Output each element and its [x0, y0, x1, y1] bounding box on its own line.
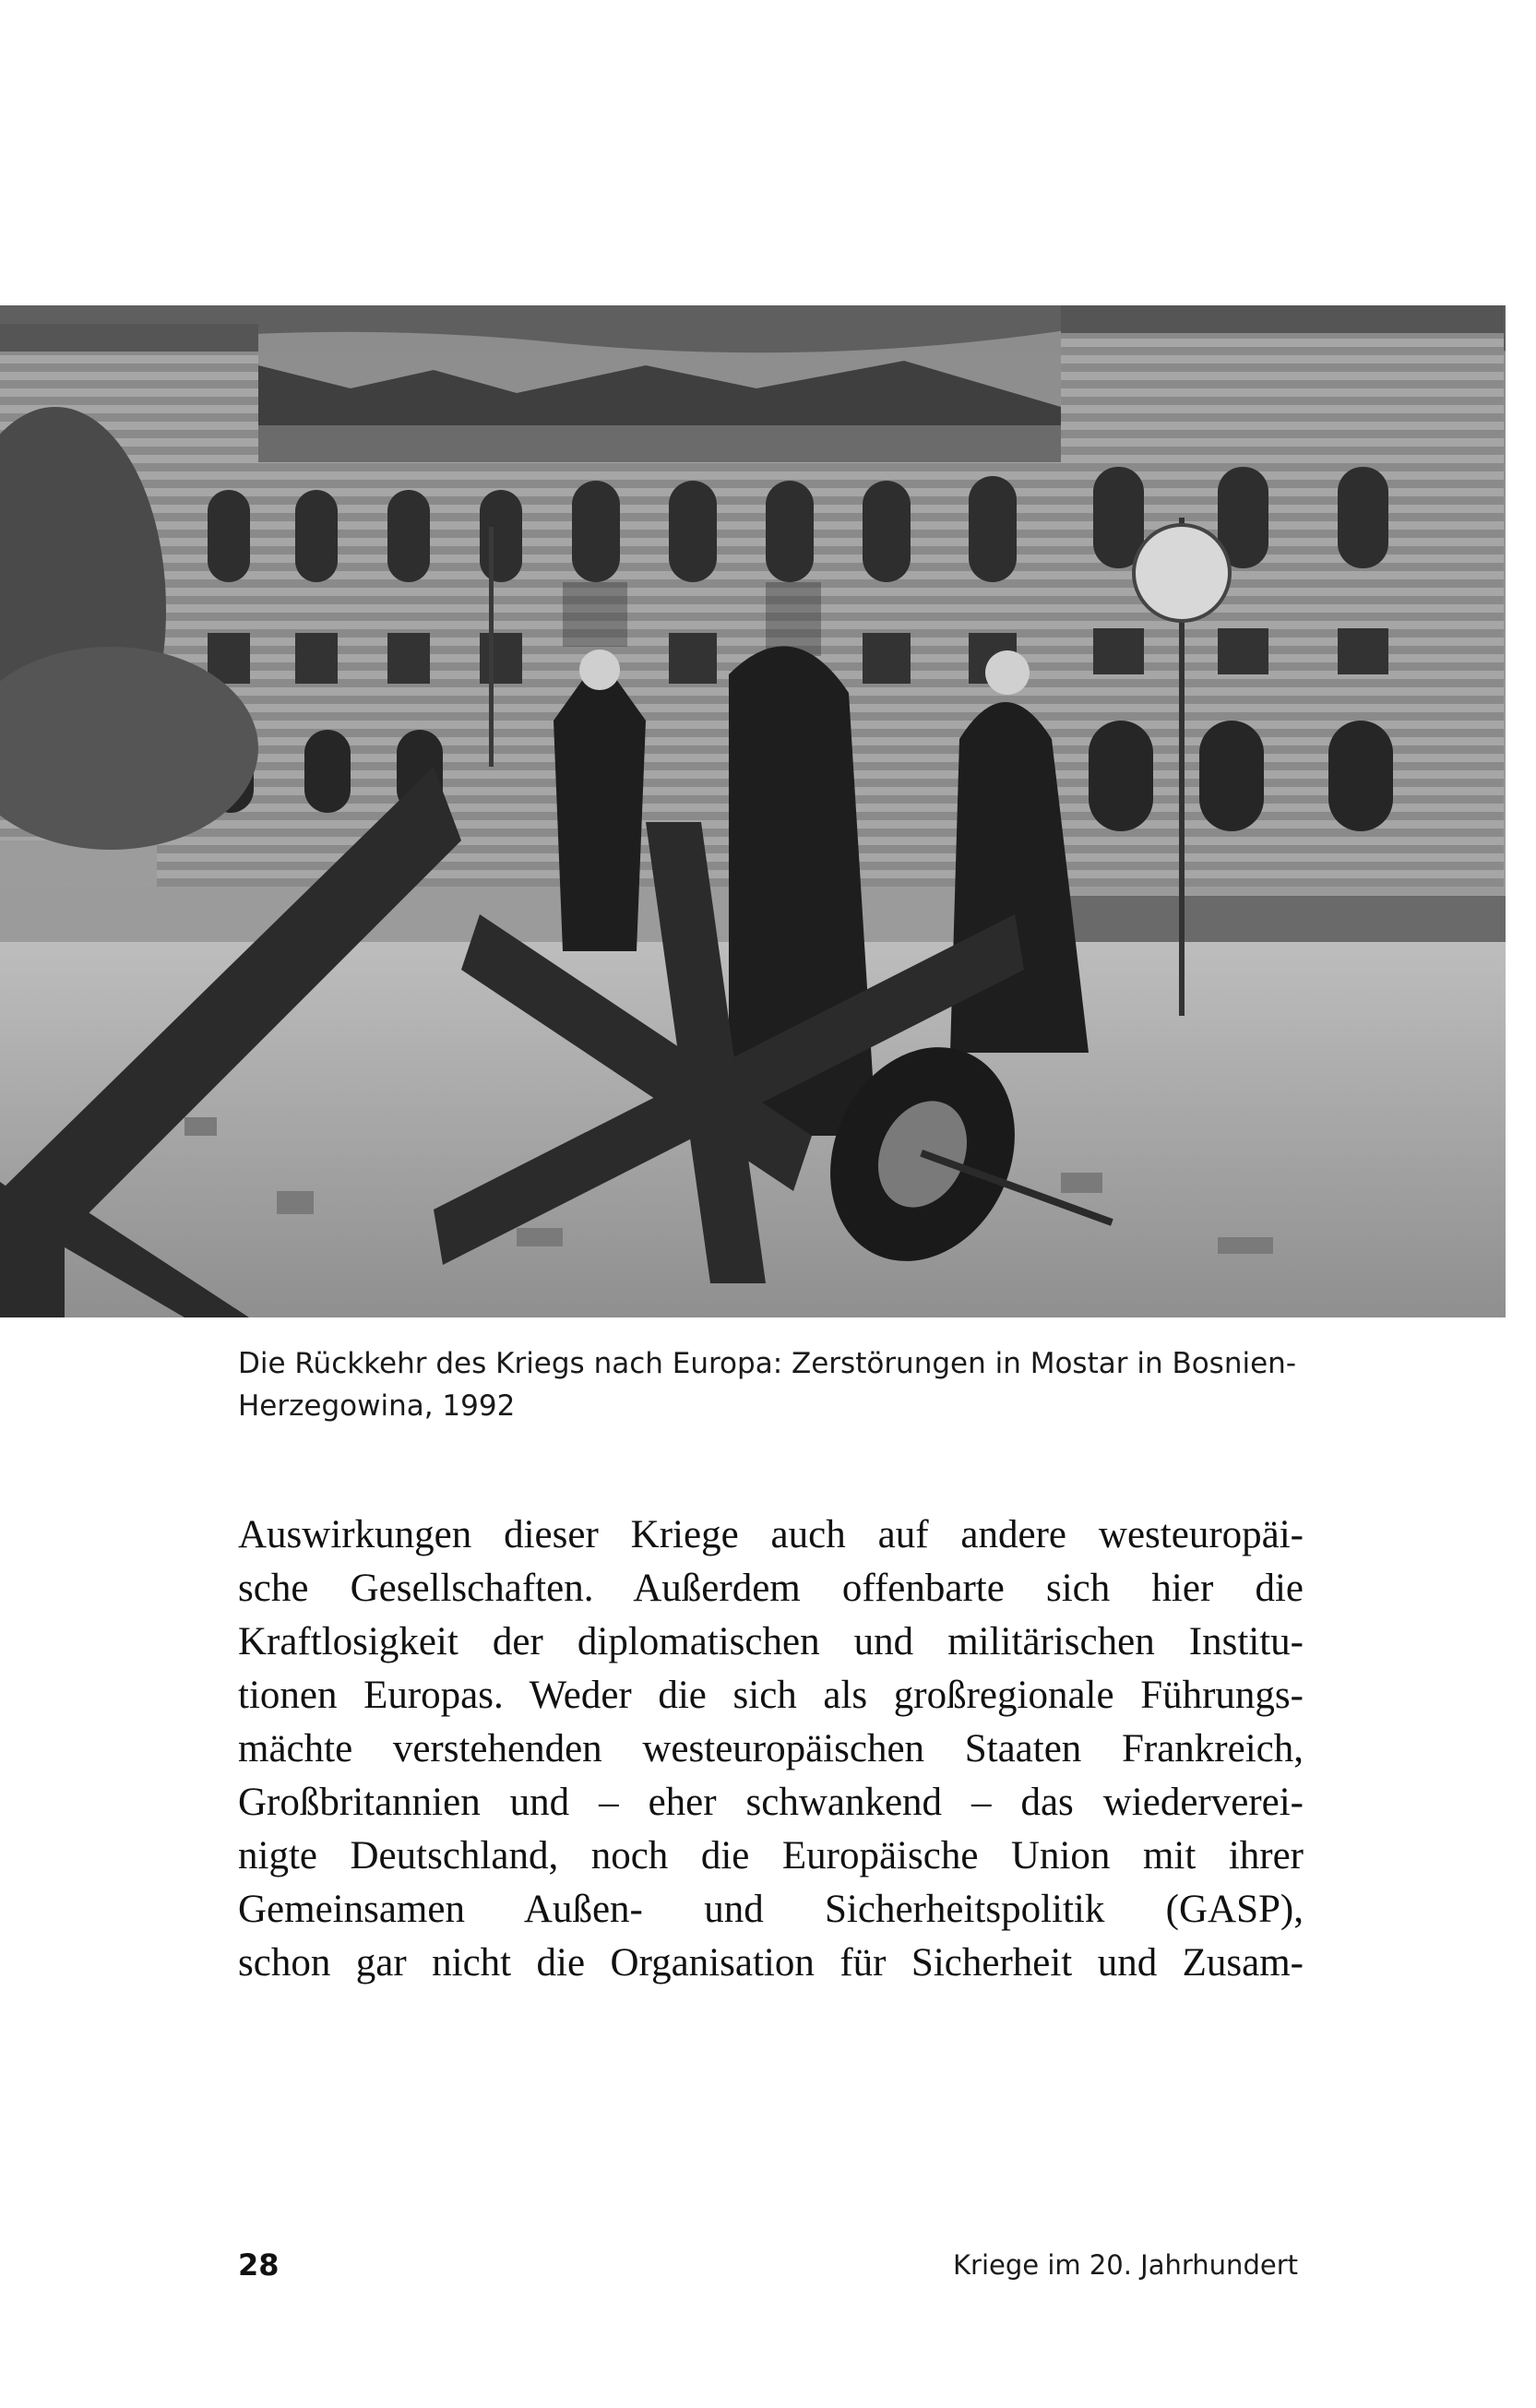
running-title: Kriege im 20. Jahrhundert	[953, 2249, 1298, 2281]
body-paragraph	[238, 1508, 1304, 1990]
body-line: Gemeinsamen Außen- und Sicherheitspolitik (GASP),	[238, 1888, 1304, 1931]
caption-line-2: Herzegowina, 1992	[238, 1389, 516, 1423]
body-line: schon gar nicht die Organisation für Sicherheit und Zusam-	[238, 1941, 1304, 1985]
body-line: Auswirkungen dieser Kriege auch auf andere westeuropäi-	[238, 1513, 1304, 1556]
body-line: mächte verstehenden westeuropäischen Staaten Frankreich,	[238, 1727, 1304, 1770]
body-line: tionen Europas. Weder die sich als großregionale Führungs-	[238, 1674, 1304, 1717]
mostar-destroyed-building-photo	[0, 305, 1506, 1317]
photo-caption	[238, 1342, 1299, 1427]
body-line: Kraftlosigkeit der diplomatischen und militärischen Institu-	[238, 1620, 1304, 1663]
page-number: 28	[238, 2247, 280, 2283]
body-line: Großbritannien und – eher schwankend – das wiederverei-	[238, 1781, 1304, 1824]
body-line: nigte Deutschland, noch die Europäische Union mit ihrer	[238, 1834, 1304, 1878]
caption-line-1: Die Rückkehr des Kriegs nach Europa: Zerstörungen in Mostar in Bosnien-	[238, 1347, 1296, 1380]
body-line: sche Gesellschaften. Außerdem offenbarte sich hier die	[238, 1567, 1304, 1610]
